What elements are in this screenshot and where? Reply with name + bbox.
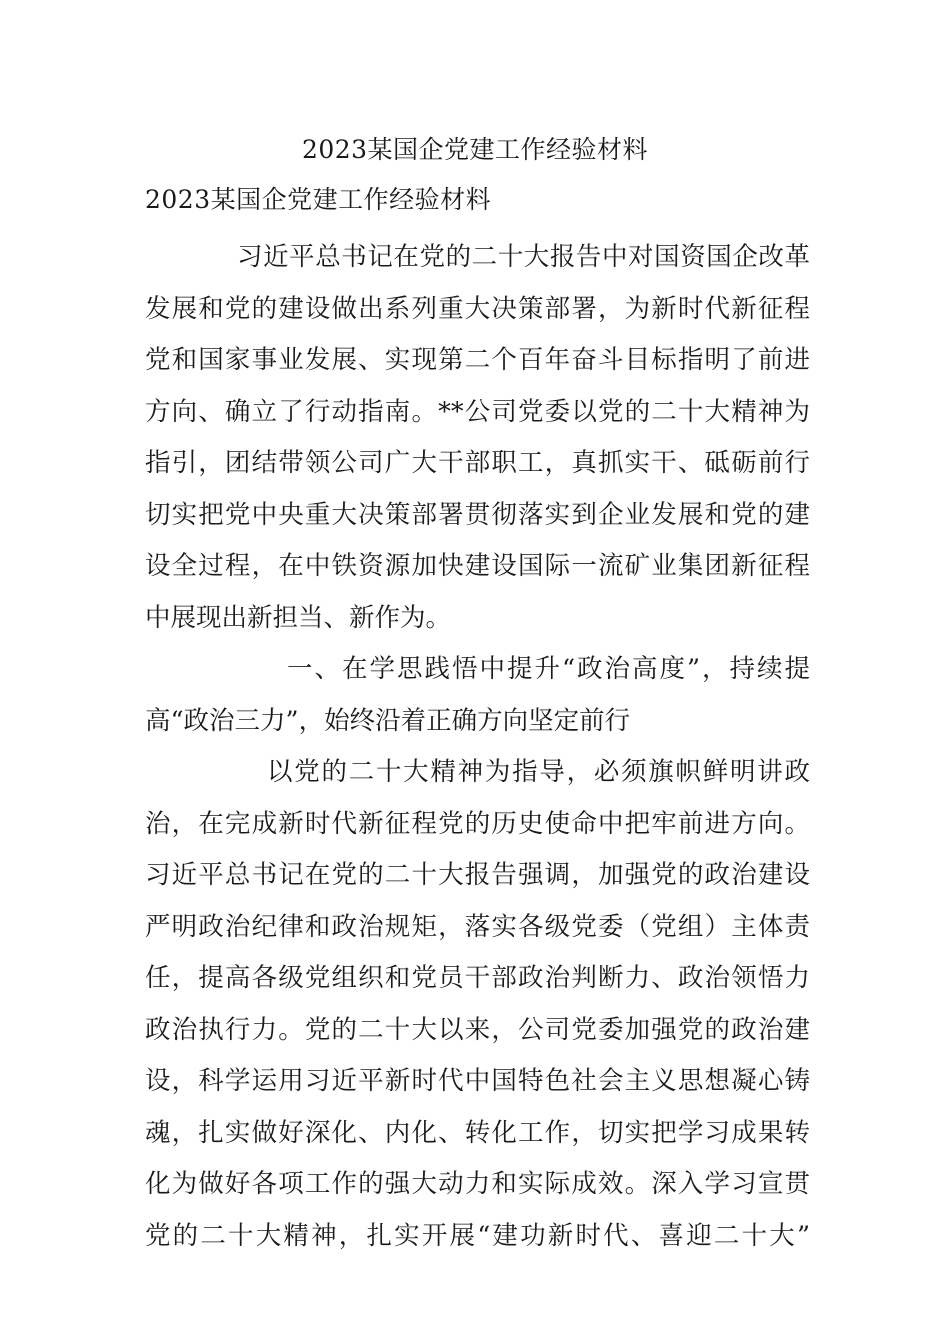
text-line: 中展现出新担当、新作为。 xyxy=(145,602,452,633)
text-line: 任，提高各级党组织和党员干部政治判断力、政治领悟力 xyxy=(145,963,810,993)
text-line: 习近平总书记在党的二十大报告中对国资国企改革 xyxy=(237,242,810,272)
text-line: 严明政治纪律和政治规矩，落实各级党委（党组）主体责 xyxy=(145,911,810,942)
text-line: 设，科学运用习近平新时代中国特色社会主义思想凝心铸 xyxy=(145,1066,810,1096)
text-line: 化为做好各项工作的强大动力和实际成效。深入学习宣贯 xyxy=(145,1169,810,1199)
text-line: 习近平总书记在党的二十大报告强调，加强党的政治建设 xyxy=(145,860,810,890)
text-line: 以党的二十大精神为指导，必须旗帜鲜明讲政 xyxy=(267,757,810,787)
document-title: 2023某国企党建工作经验材料 xyxy=(301,135,649,164)
text-line: 指引，团结带领公司广大干部职工，真抓实干、砥砺前行 xyxy=(145,448,810,478)
text-line: 发展和党的建设做出系列重大决策部署，为新时代新征程 xyxy=(145,293,810,324)
text-line: 设全过程，在中铁资源加快建设国际一流矿业集团新征程 xyxy=(145,551,810,581)
text-line: 魂，扎实做好深化、内化、转化工作，切实把学习成果转 xyxy=(145,1117,810,1148)
section-heading-line: 一、在学思践悟中提升“政治高度”，持续提 xyxy=(287,654,810,684)
document-subtitle: 2023某国企党建工作经验材料 xyxy=(145,185,492,214)
section-heading-line: 高“政治三力”，始终沿着正确方向坚定前行 xyxy=(145,705,631,736)
text-line: 党和国家事业发展、实现第二个百年奋斗目标指明了前进 xyxy=(145,345,810,375)
text-line: 治，在完成新时代新征程党的历史使命中把牢前进方向。 xyxy=(145,808,810,839)
document-body xyxy=(145,232,810,1262)
text-line: 切实把党中央重大决策部署贯彻落实到企业发展和党的建 xyxy=(145,499,810,530)
text-line: 党的二十大精神，扎实开展“建功新时代、喜迎二十大” xyxy=(145,1220,810,1251)
text-line: 政治执行力。党的二十大以来，公司党委加强党的政治建 xyxy=(145,1014,810,1045)
text-line: 方向、确立了行动指南。**公司党委以党的二十大精神为 xyxy=(145,396,810,427)
